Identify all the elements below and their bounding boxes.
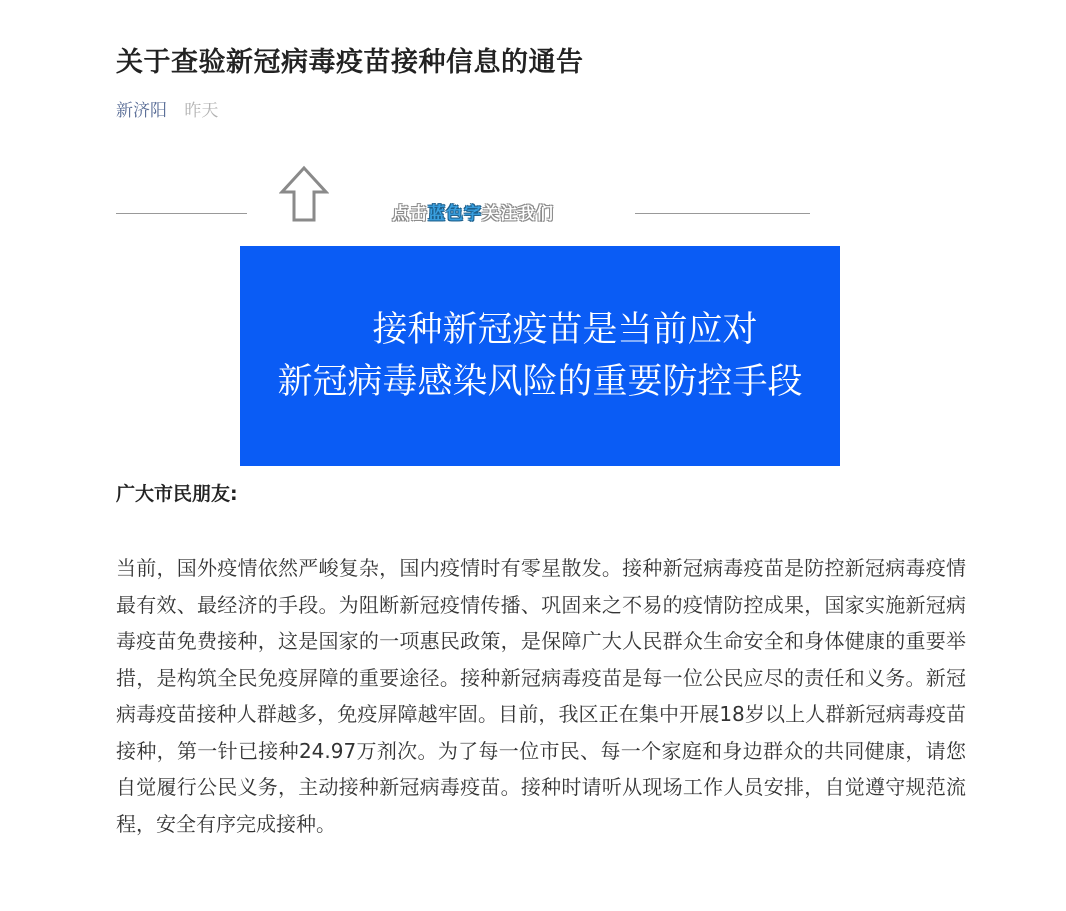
up-arrow-icon <box>279 165 329 223</box>
follow-prefix: 点击 <box>392 204 428 224</box>
follow-prompt <box>116 163 816 225</box>
slogan-image <box>240 246 840 466</box>
body-paragraph: 当前，国外疫情依然严峻复杂，国内疫情时有零星散发。接种新冠病毒疫苗是防控新冠病毒疫情最有效、最经济的手段。为阻断新冠疫情传播、巩固来之不易的疫情防控成果，国家实施新冠病毒疫苗免费接种，这是国家的一项惠民政策，是保障广大人民群众生命安全和身体健康的重要举措，是构筑全民免疫屏障的重要途径。接种新冠病毒疫苗是每一位公民应尽的责任和义务。新冠病毒疫苗接种人群越多，免疫屏障越牢固。目前，我区正在集中开展18岁以上人群新冠病毒疫苗接种，第一针已接种24.97万剂次。为了每一位市民、每一个家庭和身边群众的共同健康，请您自觉履行公民义务，主动接种新冠病毒疫苗。接种时请听从现场工作人员安排，自觉遵守规范流程，安全有序完成接种。 <box>116 556 966 836</box>
author-link[interactable]: 新济阳 <box>116 101 167 121</box>
divider-right <box>635 213 810 214</box>
publish-date: 昨天 <box>184 101 219 121</box>
slogan-line-2: 新冠病毒感染风险的重要防控手段 <box>277 362 803 402</box>
follow-text <box>392 199 554 224</box>
article-title: 关于查验新冠病毒疫苗接种信息的通告 <box>116 47 584 78</box>
divider-left <box>116 213 247 214</box>
follow-suffix: 关注我们 <box>482 204 554 224</box>
slogan-line-1: 接种新冠疫苗是当前应对 <box>372 310 758 350</box>
greeting: 广大市民朋友: <box>116 483 238 505</box>
article-meta <box>116 98 218 124</box>
follow-highlight: 蓝色字 <box>428 204 482 224</box>
